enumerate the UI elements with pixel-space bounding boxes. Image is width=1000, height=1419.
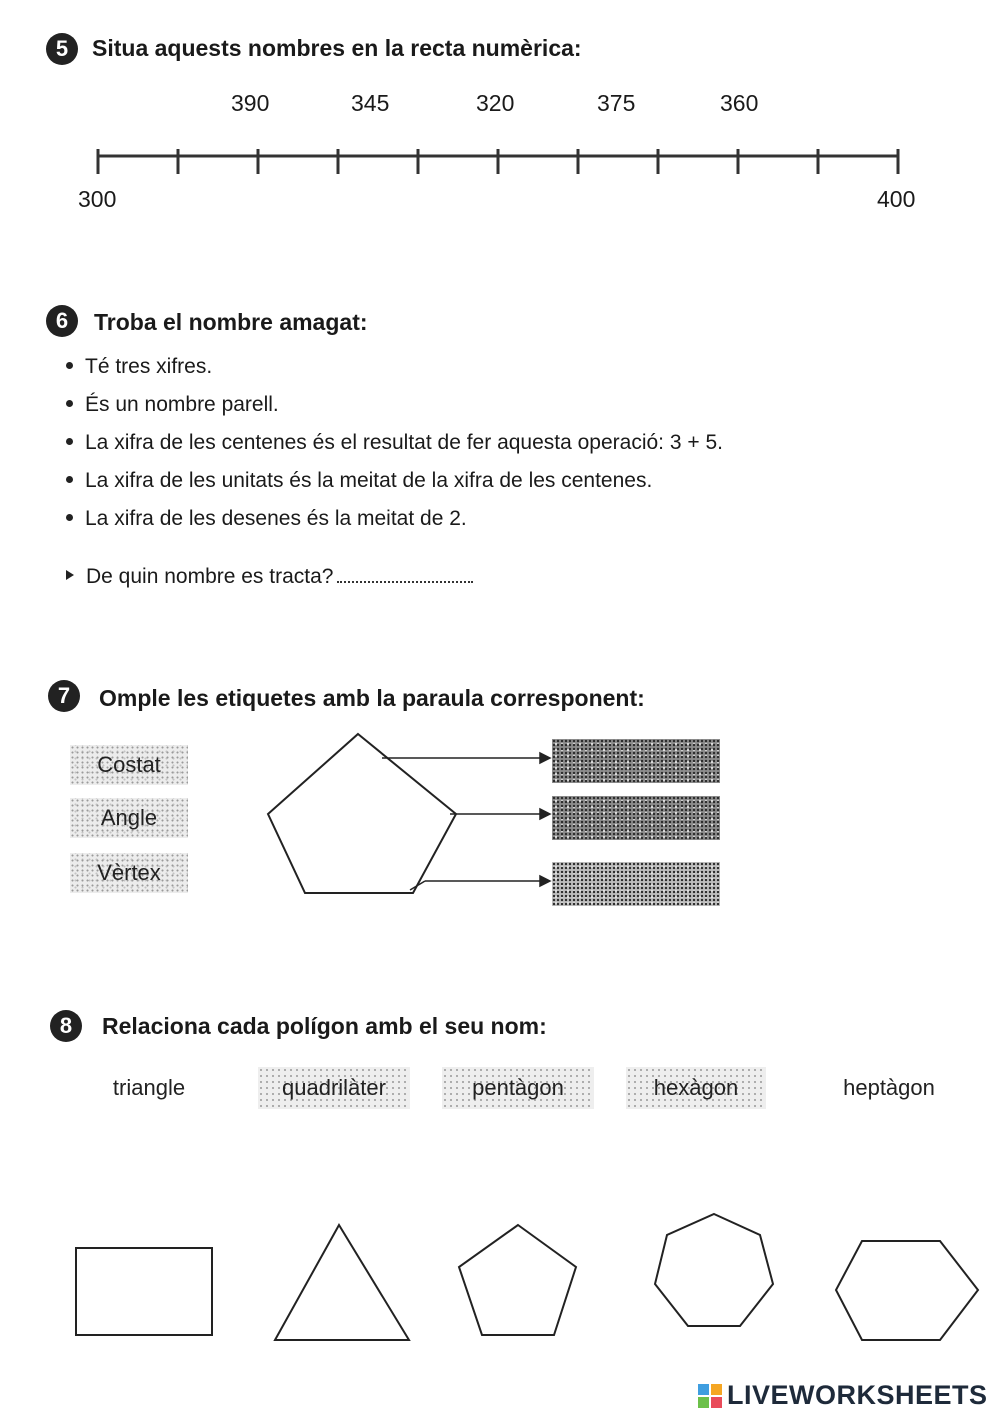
name-tag-hexagon[interactable]: hexàgon	[626, 1067, 766, 1109]
answer-blank[interactable]	[337, 563, 473, 583]
clue-text: Té tres xifres.	[85, 355, 213, 378]
name-tag-pentagon[interactable]: pentàgon	[442, 1067, 594, 1109]
number-to-place: 375	[597, 90, 636, 116]
question-text: De quin nombre es tracta?	[86, 565, 334, 588]
arrow-head	[540, 753, 550, 763]
arrow-right-icon	[66, 570, 74, 580]
exercise-6-badge: 6	[46, 305, 78, 337]
number-to-place: 360	[720, 90, 759, 116]
number-to-place: 320	[476, 90, 515, 116]
polygon-pentagon	[459, 1225, 576, 1335]
name-tag-quadrilater[interactable]: quadrilàter	[258, 1067, 410, 1109]
clue-item	[66, 393, 279, 417]
clue-item	[66, 469, 652, 493]
clue-item	[66, 431, 723, 455]
exercise-8-badge: 8	[50, 1010, 82, 1042]
answer-label-vertex[interactable]	[552, 739, 720, 783]
exercise-5-badge: 5	[46, 33, 78, 65]
liveworksheets-logo	[698, 1380, 988, 1411]
exercise-6-title: Troba el nombre amagat:	[94, 309, 368, 335]
name-tag-triangle[interactable]: triangle	[112, 1075, 186, 1100]
exercise-8-title: Relaciona cada polígon amb el seu nom:	[102, 1013, 547, 1039]
clue-text: La xifra de les unitats és la meitat de la xifra de les centenes.	[85, 469, 653, 492]
logo-text: LIVEWORKSHEETS	[727, 1380, 988, 1410]
clue-item	[66, 355, 212, 379]
question-line	[66, 563, 473, 589]
clue-text: És un nombre parell.	[85, 393, 279, 416]
exercise-7-title: Omple les etiquetes amb la paraula corresponent:	[99, 685, 645, 711]
number-line	[90, 140, 910, 184]
clue-text: La xifra de les desenes és la meitat de 2.	[85, 507, 467, 530]
pointer-arrow-side	[410, 881, 425, 890]
polygon-rectangle	[76, 1248, 212, 1335]
polygon-heptagon	[655, 1214, 773, 1326]
name-tag-heptagon[interactable]: heptàgon	[843, 1075, 935, 1100]
clue-text: La xifra de les centenes és el resultat de fer aquesta operació: 3 + 5.	[85, 431, 723, 454]
word-tag-costat[interactable]: Costat	[70, 745, 188, 785]
polygon-hexagon	[836, 1241, 978, 1340]
number-to-place: 345	[351, 90, 390, 116]
number-line-end-label: 400	[877, 186, 916, 212]
polygon-triangle	[275, 1225, 409, 1340]
arrow-head	[540, 876, 550, 886]
polygons-row	[0, 1200, 1000, 1350]
clue-item	[66, 507, 467, 531]
exercise-7-badge: 7	[48, 680, 80, 712]
answer-label-angle[interactable]	[552, 796, 720, 840]
number-line-start-label: 300	[78, 186, 117, 212]
word-tag-vertex[interactable]: Vèrtex	[70, 853, 188, 893]
logo-icon	[698, 1384, 722, 1408]
word-tag-angle[interactable]: Angle	[70, 798, 188, 838]
arrow-head	[540, 809, 550, 819]
exercise-5-title: Situa aquests nombres en la recta numèrica:	[92, 35, 582, 61]
pentagon-diagram	[260, 728, 560, 898]
answer-label-side[interactable]	[552, 862, 720, 906]
number-to-place: 390	[231, 90, 270, 116]
